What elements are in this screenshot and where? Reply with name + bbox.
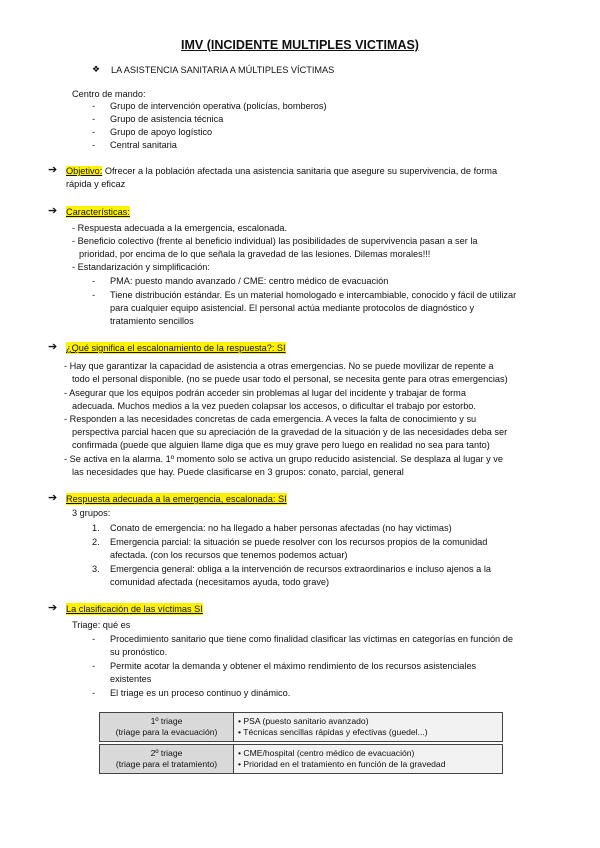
arrow-icon: ➔ bbox=[48, 205, 58, 217]
escalonamiento-line: todo el personal disponible. (no se puede usar todo el personal, se necesita gente para otras emergencias) bbox=[72, 374, 508, 384]
objetivo-label: Objetivo: bbox=[66, 166, 103, 176]
table-body-cell bbox=[234, 745, 503, 774]
dash-icon: - bbox=[92, 276, 96, 286]
mando-label: Centro de mando: bbox=[72, 89, 146, 99]
arrow-icon: ➔ bbox=[48, 341, 58, 353]
caracteristicas-sub: para cualquier equipo asistencial. El personal actúa mediante protocolos de diagnóstico y bbox=[110, 303, 475, 313]
dash-icon: - bbox=[92, 101, 96, 111]
dash-icon: - bbox=[92, 140, 96, 150]
number-marker: 2. bbox=[92, 537, 100, 547]
dash-icon: - bbox=[92, 114, 96, 124]
caracteristicas-sub: PMA: puesto mando avanzado / CME: centro médico de evacuación bbox=[110, 276, 389, 286]
objetivo-text: Ofrecer a la población afectada una asistencia sanitaria que asegure su supervivencia, de forma bbox=[104, 166, 498, 176]
triage-1-title: 1º triage bbox=[150, 716, 183, 726]
objetivo-text-cont: rápida y eficaz bbox=[66, 179, 126, 189]
triage-2-title: 2º triage bbox=[150, 748, 183, 758]
respuesta-group: afectada. (con los recursos que tenemos podemos actuar) bbox=[110, 550, 348, 560]
caracteristicas-sub: Tiene distribución estándar. Es un material homologado e intercambiable, conocido y fácil de utilizar bbox=[110, 290, 517, 300]
escalonamiento-label: ¿Qué significa el escalonamiento de la respuesta?: SI bbox=[66, 343, 286, 353]
clasificacion-bullet: existentes bbox=[110, 674, 152, 684]
dash-icon: - bbox=[92, 661, 96, 671]
respuesta-group: Emergencia general: obliga a la intervención de recursos extraordinarios e incluso ajenos a la bbox=[110, 564, 491, 574]
table-body-cell bbox=[234, 713, 503, 742]
clasificacion-bullet: Procedimiento sanitario que tiene como finalidad clasificar las víctimas en categorías en función de bbox=[110, 634, 513, 644]
number-marker: 1. bbox=[92, 523, 100, 533]
triage-1-subtitle: (triage para la evacuación) bbox=[115, 727, 218, 737]
triage-1-item: • PSA (puesto sanitario avanzado) bbox=[238, 716, 369, 726]
escalonamiento-line: perspectiva parcial hacen que su apreciación de la gravedad de la situación y de las necesidades deba ser bbox=[72, 427, 508, 437]
escalonamiento-line: - Hay que garantizar la capacidad de asistencia a otras emergencias. No se puede movilizar de repente a bbox=[64, 361, 494, 371]
mando-item: Grupo de asistencia técnica bbox=[110, 114, 224, 124]
page-title: IMV (INCIDENTE MULTIPLES VICTIMAS) bbox=[181, 38, 419, 52]
dash-icon: - bbox=[92, 688, 96, 698]
escalonamiento-line: - Se activa en la alarma. 1º momento solo se activa un grupo reducido asistencial. Se desplaza al lugar y ve bbox=[64, 454, 503, 464]
triage-1-item: • Técnicas sencillas rápidas y efectivas (guedel...) bbox=[238, 727, 428, 737]
clasificacion-label: La clasificación de las víctimas SI bbox=[66, 604, 203, 614]
arrow-icon: ➔ bbox=[48, 164, 58, 176]
arrow-icon: ➔ bbox=[48, 492, 58, 504]
table-row bbox=[100, 713, 503, 742]
mando-item: Grupo de apoyo logístico bbox=[110, 127, 213, 137]
mando-item: Central sanitaria bbox=[110, 140, 177, 150]
dash-icon: - bbox=[92, 127, 96, 137]
caracteristicas-line: - Estandarización y simplificación: bbox=[72, 262, 210, 272]
escalonamiento-line: adecuada. Muchos medios a la vez pueden colapsar los accesos, o dificultar el trabajo por estorbo. bbox=[72, 401, 476, 411]
dash-icon: - bbox=[92, 634, 96, 644]
triage-2-item: • Prioridad en el tratamiento en función de la gravedad bbox=[238, 759, 446, 769]
clasificacion-bullet: su pronóstico. bbox=[110, 647, 168, 657]
escalonamiento-line: las necesidades que hay. Puede clasificarse en 3 grupos: conato, parcial, general bbox=[72, 467, 404, 477]
respuesta-groups-label: 3 grupos: bbox=[72, 508, 111, 518]
table-header-cell bbox=[100, 713, 234, 742]
diamond-bullet-icon: ❖ bbox=[92, 64, 101, 74]
subtitle: LA ASISTENCIA SANITARIA A MÚLTIPLES VÍCTIMAS bbox=[111, 65, 335, 75]
escalonamiento-line: confirmada (puede que alguien llame diga que es muy grave pero luego en realidad no sea para tanto) bbox=[72, 440, 490, 450]
caracteristicas-line: - Respuesta adecuada a la emergencia, escalonada. bbox=[72, 223, 288, 233]
escalonamiento-line: - Asegurar que los equipos podrán acceder sin problemas al lugar del incidente y trabajar de forma bbox=[64, 388, 466, 398]
respuesta-group: Emergencia parcial: la situación se puede resolver con los recursos propios de la comunidad bbox=[110, 537, 488, 547]
triage-table bbox=[99, 712, 503, 774]
table-header-cell bbox=[100, 745, 234, 774]
clasificacion-bullet: Permite acotar la demanda y obtener el máximo rendimiento de los recursos asistenciales bbox=[110, 661, 477, 671]
caracteristicas-sub: tratamiento sencillos bbox=[110, 316, 194, 326]
triage-2-item: • CME/hospital (centro médico de evacuación) bbox=[238, 748, 415, 758]
caracteristicas-line: prioridad, por encima de lo que señala la gravedad de las lesiones. Dilemas morales!!! bbox=[79, 249, 431, 259]
caracteristicas-line: - Beneficio colectivo (frente al beneficio individual) las posibilidades de supervivencia pasan a ser la bbox=[72, 236, 478, 246]
dash-icon: - bbox=[92, 290, 96, 300]
mando-item: Grupo de intervención operativa (policías, bomberos) bbox=[110, 101, 327, 111]
arrow-icon: ➔ bbox=[48, 602, 58, 614]
triage-label: Triage: qué es bbox=[72, 620, 131, 630]
respuesta-group: Conato de emergencia: no ha llegado a haber personas afectadas (no hay victimas) bbox=[110, 523, 452, 533]
number-marker: 3. bbox=[92, 564, 100, 574]
respuesta-group: comunidad afectada (necesitamos ayuda, todo grave) bbox=[110, 577, 330, 587]
escalonamiento-line: - Responden a las necesidades concretas de cada emergencia. A veces la falta de conocimiento y su bbox=[64, 414, 477, 424]
objetivo-line bbox=[66, 165, 497, 177]
caracteristicas-label: Características: bbox=[66, 207, 130, 217]
table-row bbox=[100, 745, 503, 774]
clasificacion-bullet: El triage es un proceso continuo y dinámico. bbox=[110, 688, 291, 698]
respuesta-label: Respuesta adecuada a la emergencia, escalonada: SI bbox=[66, 494, 287, 504]
triage-2-subtitle: (triage para el tratamiento) bbox=[115, 759, 218, 769]
